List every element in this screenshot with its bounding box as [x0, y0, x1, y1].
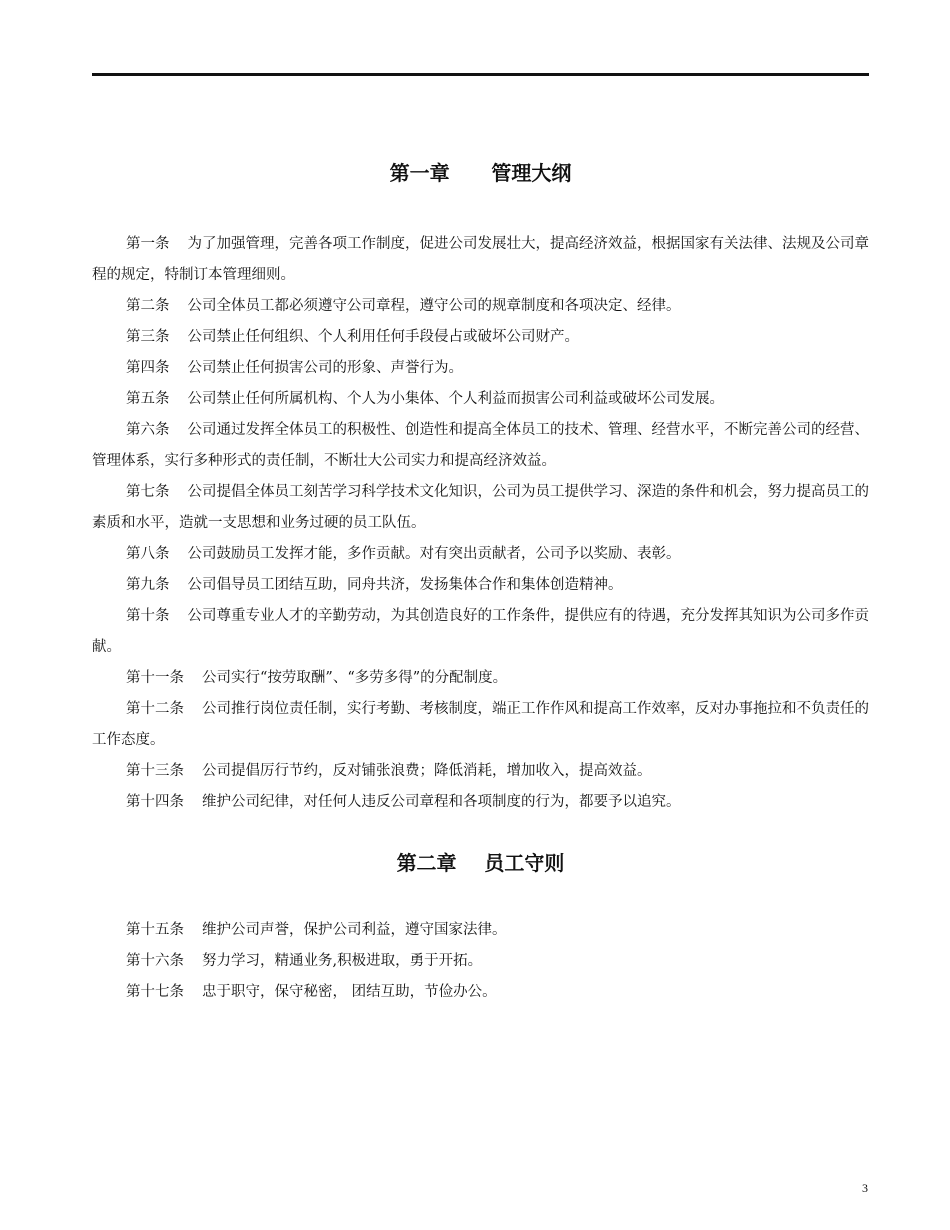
- article-7: [92, 477, 869, 539]
- article-number: 第七条: [126, 484, 170, 500]
- article-number: 第十五条: [126, 922, 184, 938]
- article-number: 第一条: [126, 236, 170, 252]
- article-number: 第十一条: [126, 670, 184, 686]
- article-text: 公司全体员工都必须遵守公司章程，遵守公司的规章制度和各项决定、经律。: [187, 298, 681, 314]
- article-8: [92, 539, 869, 570]
- article-number: 第十三条: [126, 763, 184, 779]
- article-number: 第三条: [126, 329, 170, 345]
- article-10: [92, 601, 869, 663]
- article-text: 公司提倡厉行节约，反对铺张浪费；降低消耗，增加收入，提高效益。: [202, 763, 652, 779]
- article-text: 努力学习，精通业务,积极进取，勇于开拓。: [202, 953, 483, 969]
- article-number: 第五条: [126, 391, 170, 407]
- article-3: [92, 322, 869, 353]
- article-11: [92, 663, 869, 694]
- article-2: [92, 291, 869, 322]
- article-text: 维护公司纪律，对任何人违反公司章程和各项制度的行为，都要予以追究。: [202, 794, 681, 810]
- article-number: 第十七条: [126, 984, 184, 1000]
- article-5: [92, 384, 869, 415]
- article-14: [92, 787, 869, 818]
- article-number: 第十二条: [126, 701, 184, 717]
- header-rule: [92, 73, 869, 76]
- article-text: 公司倡导员工团结互助，同舟共济，发扬集体合作和集体创造精神。: [187, 577, 623, 593]
- chapter-1-articles: [92, 229, 869, 818]
- chapter-1-title: 第一章 管理大纲: [389, 161, 572, 185]
- article-number: 第二条: [126, 298, 170, 314]
- article-15: [92, 915, 869, 946]
- article-text: 公司提倡全体员工刻苦学习科学技术文化知识，公司为员工提供学习、深造的条件和机会，努力提高员工的素质和水平，造就一支思想和业务过硬的员工队伍。: [92, 484, 869, 531]
- article-number: 第九条: [126, 577, 170, 593]
- article-text: 公司禁止任何所属机构、个人为小集体、个人利益而损害公司利益或破坏公司发展。: [187, 391, 724, 407]
- article-1: [92, 229, 869, 291]
- article-13: [92, 756, 869, 787]
- article-text: 维护公司声誉，保护公司利益，遵守国家法律。: [202, 922, 507, 938]
- article-text: 公司通过发挥全体员工的积极性、创造性和提高全体员工的技术、管理、经营水平，不断完善公司的经营、管理体系，实行多种形式的责任制，不断壮大公司实力和提高经济效益。: [92, 422, 869, 469]
- chapter-2-title: 第二章 员工守则: [396, 851, 565, 875]
- article-9: [92, 570, 869, 601]
- article-text: 公司鼓励员工发挥才能，多作贡献。对有突出贡献者，公司予以奖励、表彰。: [187, 546, 681, 562]
- article-number: 第八条: [126, 546, 170, 562]
- article-17: [92, 977, 869, 1008]
- article-text: 公司推行岗位责任制，实行考勤、考核制度，端正工作作风和提高工作效率，反对办事拖拉和不负责任的工作态度。: [92, 701, 869, 748]
- article-4: [92, 353, 869, 384]
- article-text: 为了加强管理，完善各项工作制度，促进公司发展壮大，提高经济效益，根据国家有关法律、法规及公司章程的规定，特制订本管理细则。: [92, 236, 869, 283]
- article-12: [92, 694, 869, 756]
- article-text: 忠于职守，保守秘密， 团结互助，节俭办公。: [202, 984, 497, 1000]
- article-text: 公司尊重专业人才的辛勤劳动，为其创造良好的工作条件，提供应有的待遇，充分发挥其知识为公司多作贡献。: [92, 608, 869, 655]
- article-16: [92, 946, 869, 977]
- article-number: 第十条: [126, 608, 170, 624]
- article-number: 第十六条: [126, 953, 184, 969]
- page-number: 3: [862, 1181, 868, 1195]
- article-number: 第十四条: [126, 794, 184, 810]
- article-6: [92, 415, 869, 477]
- chapter-2-articles: [92, 915, 869, 1008]
- article-number: 第四条: [126, 360, 170, 376]
- article-text: 公司禁止任何组织、个人利用任何手段侵占或破坏公司财产。: [187, 329, 579, 345]
- article-number: 第六条: [126, 422, 170, 438]
- article-text: 公司禁止任何损害公司的形象、声誉行为。: [187, 360, 463, 376]
- article-text: 公司实行“按劳取酬”、“多劳多得”的分配制度。: [202, 670, 508, 686]
